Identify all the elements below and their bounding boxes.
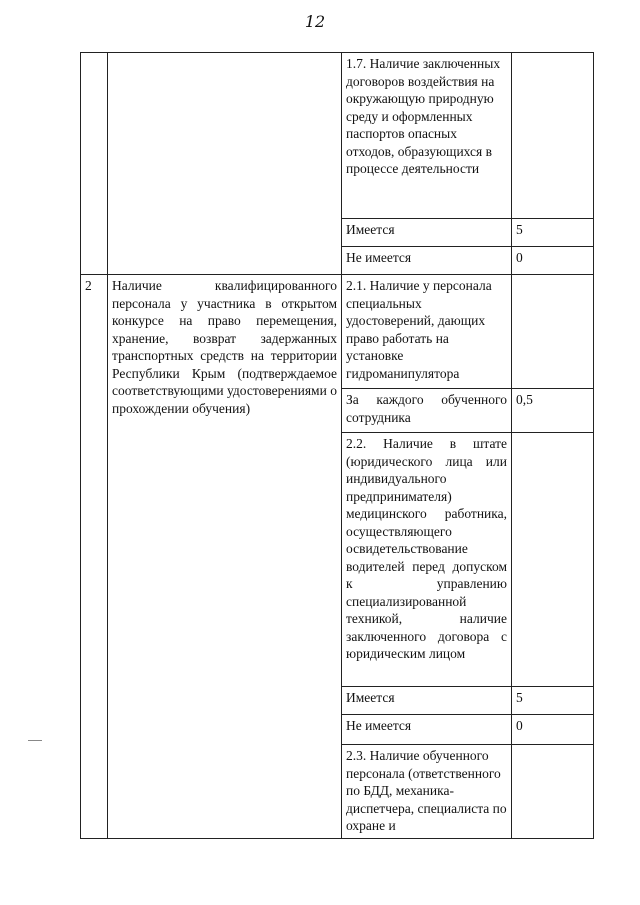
option-label: Не имеется [342, 715, 512, 745]
option-points: 0 [512, 247, 594, 275]
option-label: За каждого обученного сотрудника [342, 389, 512, 433]
criterion-cell: Наличие квалифицированного персонала у участника в открытом конкурсе на право перемещения, хранение, возврат задержанных транспортных средств на территории Республики Крым (подтверждаемое соответствующими удостоверениями о прохождении обучения) [108, 275, 342, 839]
option-points: 5 [512, 219, 594, 247]
points-cell [512, 275, 594, 389]
option-label: Имеется [342, 219, 512, 247]
criterion-cell [108, 53, 342, 275]
points-cell [512, 53, 594, 219]
page-number: 12 [304, 12, 326, 31]
points-cell [512, 745, 594, 839]
option-points: 5 [512, 687, 594, 715]
option-label: Имеется [342, 687, 512, 715]
subcriterion-2-1: 2.1. Наличие у персонала специальных удостоверений, дающих право работать на установке гидроманипулятора [342, 275, 512, 389]
scan-mark [28, 740, 42, 741]
points-cell [512, 433, 594, 687]
option-points: 0,5 [512, 389, 594, 433]
subcriterion-2-2: 2.2. Наличие в штате (юридического лица или индивидуального предпринимателя) медицинского работника, осуществляющего освидетельствование водителей перед допуском к управлению специализированной техникой, наличие заключенного договора с юридическим лицом [342, 433, 512, 687]
option-label: Не имеется [342, 247, 512, 275]
row-number-cell [81, 53, 108, 275]
table-row [81, 53, 594, 219]
criteria-table [80, 52, 594, 839]
subcriterion-2-3: 2.3. Наличие обученного персонала (ответственного по БДД, механика-диспетчера, специалиста по охране и [342, 745, 512, 839]
subcriterion-1-7: 1.7. Наличие заключенных договоров воздействия на окружающую природную среду и оформленных паспортов опасных отходов, образующихся в процессе деятельности [342, 53, 512, 219]
table-row [81, 275, 594, 389]
option-points: 0 [512, 715, 594, 745]
row-number-cell: 2 [81, 275, 108, 839]
